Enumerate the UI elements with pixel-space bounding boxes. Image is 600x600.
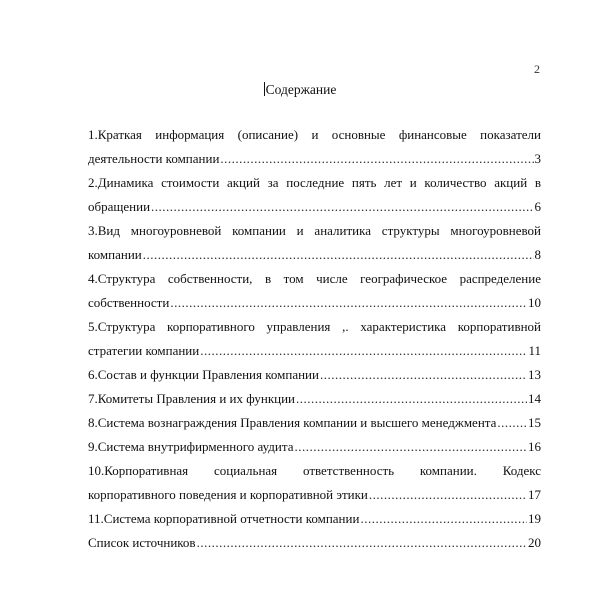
toc-entry-text: деятельности компании (88, 151, 220, 166)
toc-leader-dots (320, 363, 527, 387)
toc-entry-text: 10.Корпоративная социальная ответственность компании. Кодекс (88, 463, 541, 478)
toc-entry-text: 9.Система внутрифирменного аудита (88, 439, 294, 454)
toc-leader-dots (170, 291, 527, 315)
page-title-text: Содержание (265, 82, 337, 97)
toc-entry-5[interactable] (88, 315, 541, 363)
page-title (0, 82, 600, 98)
toc-page-number: 8 (534, 247, 541, 262)
toc-page-number: 6 (534, 199, 541, 214)
toc-entry-sources[interactable] (88, 531, 541, 555)
toc-leader-dots (296, 387, 527, 411)
toc-page-number: 14 (528, 391, 541, 406)
toc-entry-3[interactable] (88, 219, 541, 267)
page-number: 2 (534, 62, 540, 76)
toc-entry-text: корпоративного поведения и корпоративной этики (88, 487, 368, 502)
toc-page-number: 20 (528, 535, 541, 550)
text-cursor (264, 82, 265, 96)
toc-page-number: 19 (528, 511, 541, 526)
toc-page-number: 16 (528, 439, 541, 454)
toc-entry-4[interactable] (88, 267, 541, 315)
toc-page-number: 13 (528, 367, 541, 382)
toc-entry-text: 5.Структура корпоративного управления ,. характеристика корпоративной (88, 319, 541, 334)
toc-entry-10[interactable] (88, 459, 541, 507)
toc-leader-dots (497, 411, 527, 435)
toc-leader-dots (294, 435, 527, 459)
toc-page-number: 15 (528, 415, 541, 430)
toc-page-number: 17 (528, 487, 541, 502)
toc-entry-6[interactable] (88, 363, 541, 387)
toc-entry-text: 11.Система корпоративной отчетности компании (88, 511, 360, 526)
toc-entry-text: собственности (88, 295, 170, 310)
table-of-contents (88, 123, 541, 555)
toc-entry-9[interactable] (88, 435, 541, 459)
toc-entry-1[interactable] (88, 123, 541, 171)
toc-leader-dots (369, 483, 527, 507)
toc-entry-text: 6.Состав и функции Правления компании (88, 367, 319, 382)
toc-leader-dots (151, 195, 533, 219)
toc-entry-text: 3.Вид многоуровневой компании и аналитика структуры многоуровневой (88, 223, 541, 238)
toc-entry-text: компании (88, 247, 142, 262)
toc-entry-text: 7.Комитеты Правления и их функции (88, 391, 296, 406)
toc-entry-text: стратегии компании (88, 343, 200, 358)
toc-entry-text: 1.Краткая информация (описание) и основные финансовые показатели (88, 127, 541, 142)
toc-entry-text: 8.Система вознаграждения Правления компании и высшего менеджмента (88, 415, 497, 430)
toc-entry-text: Список источников (88, 535, 196, 550)
toc-entry-8[interactable] (88, 411, 541, 435)
toc-leader-dots (220, 147, 533, 171)
toc-leader-dots (200, 339, 527, 363)
toc-entry-11[interactable] (88, 507, 541, 531)
toc-entry-text: обращении (88, 199, 151, 214)
toc-entry-text: 2.Динамика стоимости акций за последние пять лет и количество акций в (88, 175, 541, 190)
toc-page-number: 3 (534, 151, 541, 166)
toc-leader-dots (197, 531, 527, 555)
toc-entry-text: 4.Структура собственности, в том числе географическое распределение (88, 271, 541, 286)
toc-entry-2[interactable] (88, 171, 541, 219)
toc-leader-dots (360, 507, 527, 531)
toc-page-number: 11 (528, 343, 541, 358)
toc-leader-dots (143, 243, 534, 267)
toc-page-number: 10 (528, 295, 541, 310)
toc-entry-7[interactable] (88, 387, 541, 411)
